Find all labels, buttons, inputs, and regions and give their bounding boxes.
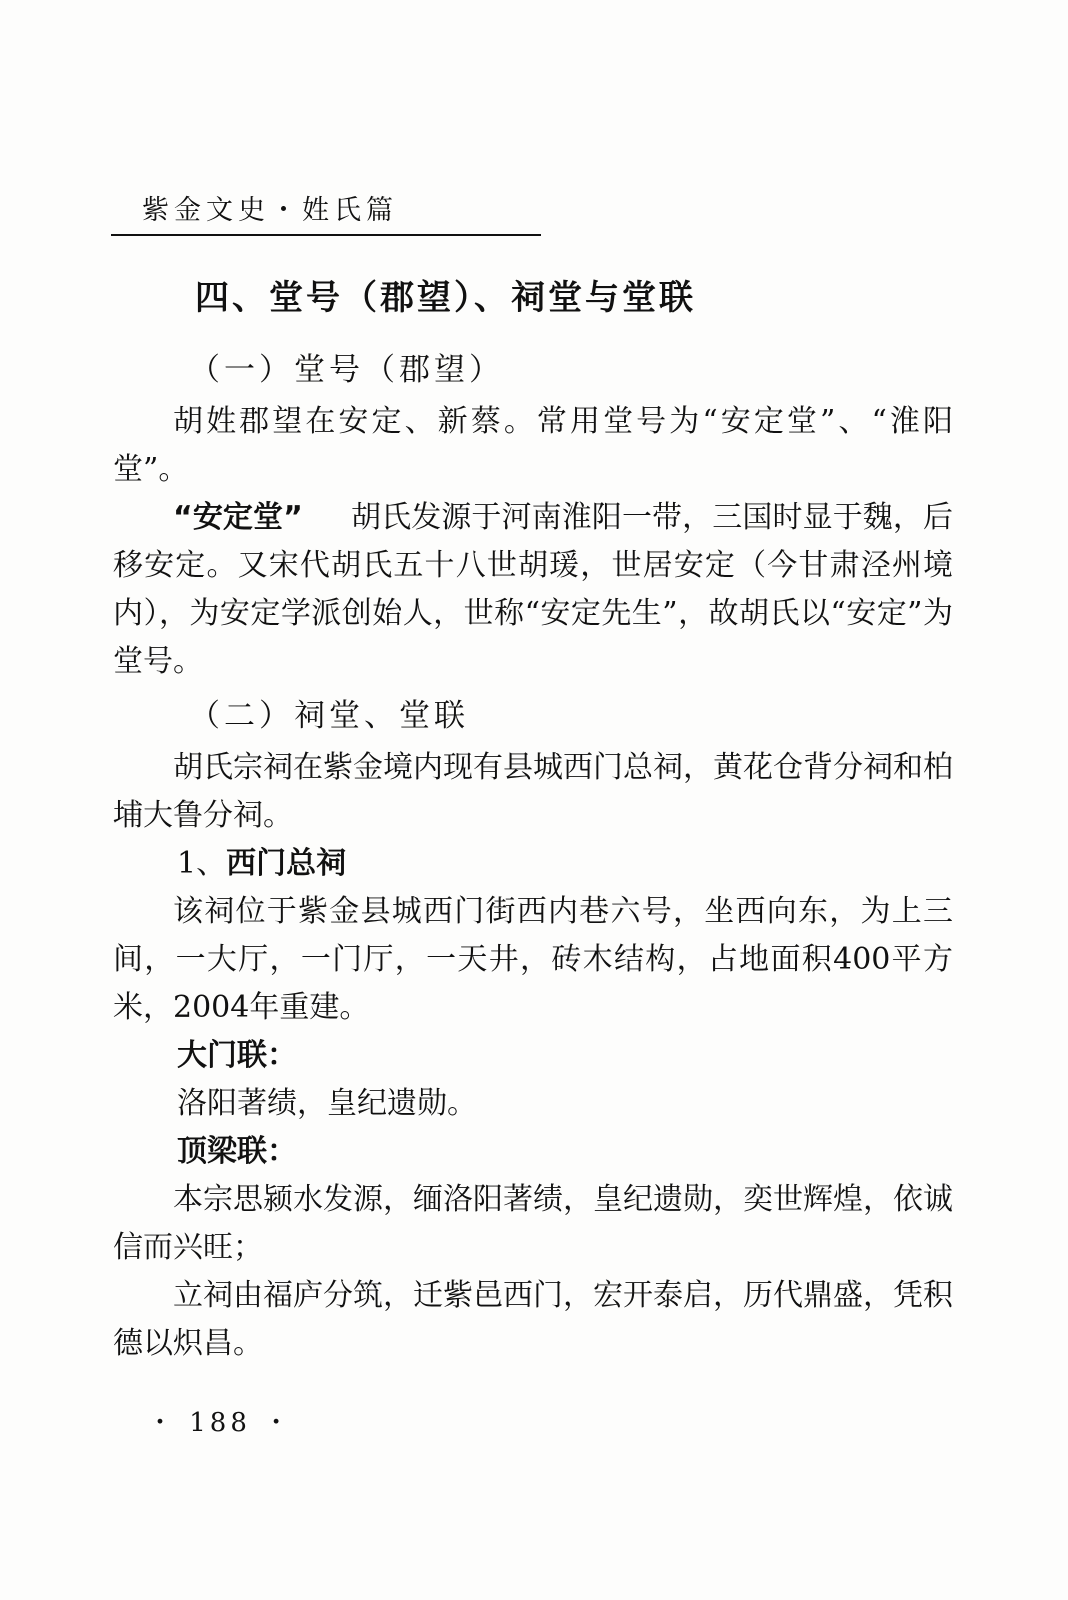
subsection-title: 西门总祠 <box>226 846 347 881</box>
running-header: 紫金文史・姓氏篇 <box>142 195 398 226</box>
section-heading-2: （二）祠堂、堂联 <box>189 698 469 734</box>
header-rule <box>111 234 541 236</box>
chapter-title: 四、堂号（郡望）、祠堂与堂联 <box>195 278 696 318</box>
page-number: ・ 188 ・ <box>147 1408 294 1438</box>
subsection-heading <box>113 840 953 888</box>
subsection-number: 1、 <box>177 846 227 881</box>
beam-couplet-line-1: 本宗思颍水发源，缅洛阳著绩，皇纪遗勋，奕世辉煌，依诚信而兴旺； <box>113 1182 953 1265</box>
door-couplet-label: 大门联： <box>177 1038 297 1073</box>
door-couplet-text: 洛阳著绩，皇纪遗勋。 <box>177 1086 477 1121</box>
beam-couplet-label: 顶梁联： <box>177 1134 297 1169</box>
paragraph: 胡姓郡望在安定、新蔡。常用堂号为“安定堂”、“淮阳堂”。 <box>113 404 953 487</box>
paragraph: 胡氏宗祠在紫金境内现有县城西门总祠，黄花仓背分祠和柏埔大鲁分祠。 <box>113 750 953 833</box>
section-heading-1: （一）堂号（郡望） <box>189 352 504 388</box>
paragraph: 该祠位于紫金县城西门街西内巷六号，坐西向东，为上三间，一大厅，一门厅，一天井，砖木结构，占地面积400平方米，2004年重建。 <box>113 894 953 1025</box>
body-text <box>113 340 953 1368</box>
term-description: 胡氏发源于河南淮阳一带，三国时显于魏，后移安定。又宋代胡氏五十八世胡瑗，世居安定（今甘肃泾州境内），为安定学派创始人，世称“安定先生”，故胡氏以“安定”为堂号。 <box>113 500 954 679</box>
term-anding-hall: “安定堂” <box>173 500 303 535</box>
beam-couplet-line-2: 立祠由福庐分筑，迁紫邑西门，宏开泰启，历代鼎盛，凭积德以炽昌。 <box>113 1278 953 1361</box>
paragraph <box>113 494 953 686</box>
